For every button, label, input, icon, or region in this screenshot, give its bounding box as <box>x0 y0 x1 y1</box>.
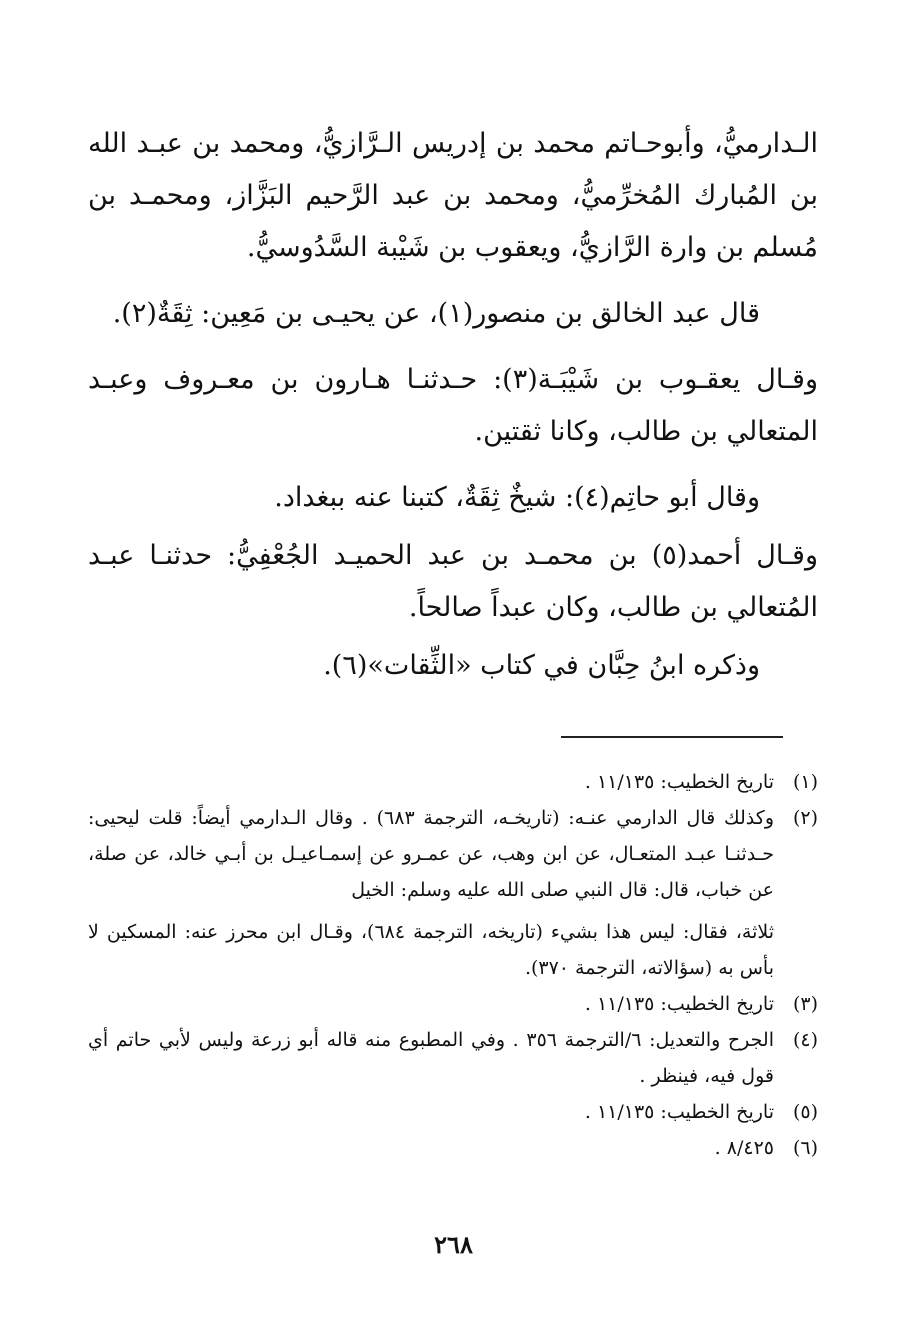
paragraph-ibn-maeen: قال عبد الخالق بن منصور(١)، عن يحيـى بن مَعِين: ثِقَةٌ(٢). <box>112 298 760 329</box>
footnote-3 <box>88 986 818 1022</box>
footnote-6 <box>88 1130 818 1166</box>
paragraph-ibn-hibban: وذكره ابنُ حِبَّان في كتاب «الثِّقات»(٦). <box>323 650 760 681</box>
footnote-number: (٥) <box>792 1101 818 1123</box>
footnote-1 <box>88 764 818 800</box>
footnote-text: الجرح والتعديل: ٦/الترجمة ٣٥٦ . وفي المطبوع منه قاله أبو زرعة وليس لأبي حاتم أي قول فيه، فينظر . <box>88 1029 774 1087</box>
footnote-number: (١) <box>792 771 818 793</box>
footnotes-section <box>88 764 818 1166</box>
paragraph-narrators-list: الـدارميُّ، وأبوحـاتم محمد بن إدريس الـرَّازيُّ، ومحمد بن عبـد الله بن المُبارك المُخرِّميُّ، ومحمد بن عبد الرَّحيم البَزَّاز، ومحمـد بن مُسلم بن وارة الرَّازيُّ، ويعقوب بن شَيْبة السَّدُوسيُّ. <box>88 128 818 263</box>
paragraph-yaqub-ibn-shayba: وقـال يعقـوب بن شَيْبَـة(٣): حـدثنـا هـارون بن معـروف وعبـد المتعالي بن طالب، وكانا ثقتين. <box>88 364 818 447</box>
footnote-4 <box>88 1022 818 1094</box>
paragraph-abu-hatim: وقال أبو حاتِم(٤): شيخٌ ثِقَةٌ، كتبنا عنه ببغداد. <box>274 482 760 513</box>
footnote-text: ٨/٤٢٥ . <box>714 1137 774 1159</box>
page-number: ٢٦٨ <box>434 1230 473 1259</box>
paragraph-ahmad-al-jufi: وقـال أحمد(٥) بن محمـد بن عبد الحميـد الجُعْفِيُّ: حدثنـا عبـد المُتعالي بن طالب، وكان عبداً صالحاً. <box>88 540 818 623</box>
footnote-number: (٢) <box>792 807 818 829</box>
footnote-number: (٦) <box>792 1137 818 1159</box>
footnote-text: تاريخ الخطيب: ١١/١٣٥ . <box>584 993 774 1015</box>
footnote-2 <box>88 800 818 986</box>
footnote-divider <box>561 736 783 738</box>
footnote-5 <box>88 1094 818 1130</box>
footnote-number: (٣) <box>792 993 818 1015</box>
footnote-text: تاريخ الخطيب: ١١/١٣٥ . <box>584 1101 774 1123</box>
footnote-text: وكذلك قال الدارمي عنـه: (تاريخـه، الترجمة ٦٨٣) . وقال الـدارمي أيضاً: قلت ليحيى: حـدثنـا عبـد المتعـال، عن ابن وهب، عن عمـرو عن إسمـاعيـل بن أبـي خالد، عن صلة، عن خباب، قال: قال النبي صلى الله عليه وسلم: الخيل <box>88 807 774 901</box>
footnote-text-continued: ثلاثة، فقال: ليس هذا بشيء (تاريخه، الترجمة ٦٨٤)، وقـال ابن محرز عنه: المسكين لا بأس به (سؤالاته، الترجمة ٣٧٠). <box>88 921 774 979</box>
footnote-text: تاريخ الخطيب: ١١/١٣٥ . <box>584 771 774 793</box>
main-text-body <box>88 118 818 692</box>
footnote-number: (٤) <box>792 1029 818 1051</box>
